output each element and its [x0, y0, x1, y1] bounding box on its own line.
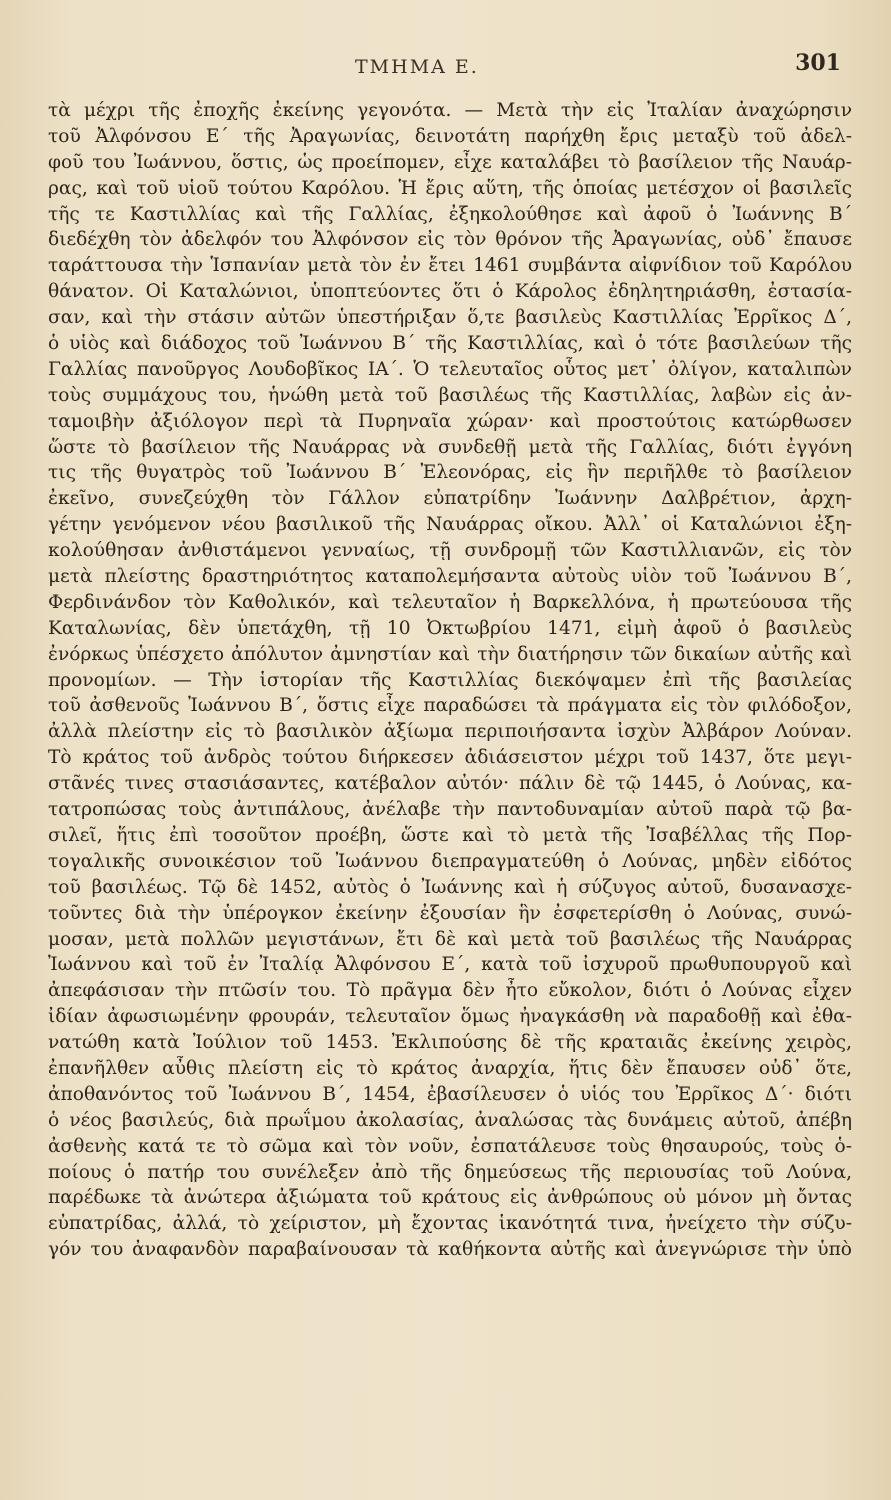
text-line: τοῦ βασιλέως. Τῷ δὲ 1452, αὐτὸς ὁ Ἰωάννης καὶ ἡ σύζυγος αὐτοῦ, δυσανασχε-: [48, 876, 852, 898]
text-line: ποίους ὁ πατήρ του συνέλεξεν ἀπὸ τῆς δημεύσεως τῆς περιουσίας τοῦ Λούνα,: [48, 1161, 852, 1183]
text-line: εὐπατρίδας, ἀλλά, τὸ χείριστον, μὴ ἔχοντας ἱκανότητά τινα, ἠνείχετο τὴν σύζυ-: [48, 1213, 852, 1235]
text-line: ταράττουσα τὴν Ἱσπανίαν μετὰ τὸν ἐν ἔτει 1461 συμβάντα αἰφνίδιον τοῦ Καρόλου: [48, 255, 852, 277]
text-line: ὁ νέος βασιλεύς, διὰ πρωΐμου ἀκολασίας, ἀναλώσας τὰς δυνάμεις αὐτοῦ, ἀπέβη: [48, 1109, 852, 1131]
text-line: Καταλωνίας, δὲν ὑπετάχθη, τῇ 10 Ὀκτωβρίου 1471, εἰμὴ ἀφοῦ ὁ βασιλεὺς: [48, 617, 852, 639]
text-line: τατροπώσας τοὺς ἀντιπάλους, ἀνέλαβε τὴν παντοδυναμίαν αὐτοῦ παρὰ τῷ βα-: [48, 799, 852, 821]
text-line: θάνατον. Οἱ Καταλώνιοι, ὑποπτεύοντες ὅτι ὁ Κάρολος ἐδηλητηριάσθη, ἐστασία-: [48, 281, 852, 303]
text-line: ρας, καὶ τοῦ υἱοῦ τούτου Καρόλου. Ἡ ἔρις αὕτη, τῆς ὁποίας μετέσχον οἱ βασιλεῖς: [48, 177, 852, 199]
text-line: τοὺς συμμάχους του, ἡνώθη μετὰ τοῦ βασιλέως τῆς Καστιλλίας, λαβὼν εἰς ἀν-: [48, 384, 852, 406]
text-line: τοῦ Ἀλφόνσου Ε΄ τῆς Ἀραγωνίας, δεινοτάτη παρήχθη ἔρις μεταξὺ τοῦ ἀδελ-: [48, 125, 852, 147]
running-head: ΤΜΗΜΑ Ε.: [355, 56, 479, 78]
text-line: σαν, καὶ τὴν στάσιν αὐτῶν ὑπεστήριξαν ὅ,τε βασιλεὺς Καστιλλίας Ἐρρῖκος Δ΄,: [48, 307, 852, 329]
text-line: μετὰ πλείστης δραστηριότητος καταπολεμήσαντα αὐτοὺς υἱὸν τοῦ Ἰωάννου Β΄,: [48, 566, 852, 588]
text-line: ἀσθενὴς κατά τε τὸ σῶμα καὶ τὸν νοῦν, ἐσπατάλευσε τοὺς θησαυρούς, τοὺς ὁ-: [48, 1135, 852, 1157]
text-line: γόν του ἀναφανδὸν παραβαίνουσαν τὰ καθήκοντα αὐτῆς καὶ ἀνεγνώρισε τὴν ὑπὸ: [48, 1239, 852, 1261]
text-line: Τὸ κράτος τοῦ ἀνδρὸς τούτου διήρκεσεν ἀδιάσειστον μέχρι τοῦ 1437, ὅτε μεγι-: [48, 747, 852, 769]
text-line: τῆς τε Καστιλλίας καὶ τῆς Γαλλίας, ἐξηκολούθησε καὶ ἀφοῦ ὁ Ἰωάννης Β΄: [48, 203, 852, 225]
text-line: Γαλλίας πανοῦργος Λουδοβῖκος ΙΑ΄. Ὁ τελευταῖος οὗτος μετ᾽ ὀλίγον, καταλιπὼν: [48, 358, 852, 380]
text-line: ταμοιβὴν ἀξιόλογον περὶ τὰ Πυρηναῖα χώραν· καὶ προστούτοις κατώρθωσεν: [48, 410, 852, 432]
text-line: ὥστε τὸ βασίλειον τῆς Ναυάρρας νὰ συνδεθῇ μετὰ τῆς Γαλλίας, διότι ἐγγόνη: [48, 436, 852, 458]
text-line: ἐπανῆλθεν αὖθις πλείστη εἰς τὸ κράτος ἀναρχία, ἥτις δὲν ἔπαυσεν οὐδ᾽ ὅτε,: [48, 1057, 852, 1079]
text-line: νατώθη κατὰ Ἰούλιον τοῦ 1453. Ἐκλιπούσης δὲ τῆς κραταιᾶς ἐκείνης χειρὸς,: [48, 1032, 852, 1054]
text-line: ἀλλὰ πλείστην εἰς τὸ βασιλικὸν ἀξίωμα περιποιήσαντα ἰσχὺν Ἀλβάρον Λούναν.: [48, 721, 852, 743]
text-line: ὁ υἱὸς καὶ διάδοχος τοῦ Ἰωάννου Β΄ τῆς Καστιλλίας, καὶ ὁ τότε βασιλεύων τῆς: [48, 333, 852, 355]
page-header: [0, 50, 891, 90]
text-line: τὰ μέχρι τῆς ἐποχῆς ἐκείνης γεγονότα. — Μετὰ τὴν εἰς Ἰταλίαν ἀναχώρησιν: [48, 100, 852, 121]
text-line: γέτην γενόμενον νέου βασιλικοῦ τῆς Ναυάρρας οἴκου. Ἀλλ᾽ οἱ Καταλώνιοι ἐξη-: [48, 514, 852, 536]
text-line: τογαλικῆς συνοικέσιον τοῦ Ἰωάννου διεπραγματεύθη ὁ Λούνας, μηδὲν εἰδότος: [48, 850, 852, 872]
text-line: παρέδωκε τὰ ἀνώτερα ἀξιώματα τοῦ κράτους εἰς ἀνθρώπους οὐ μόνον μὴ ὄντας: [48, 1187, 852, 1209]
text-line: σιλεῖ, ἥτις ἐπὶ τοσοῦτον προέβη, ὥστε καὶ τὸ μετὰ τῆς Ἰσαβέλλας τῆς Πορ-: [48, 824, 852, 846]
text-line: τοῦντες διὰ τὴν ὑπέρογκον ἐκείνην ἐξουσίαν ἣν ἐσφετερίσθη ὁ Λούνας, συνώ-: [48, 902, 852, 924]
text-line: τις τῆς θυγατρὸς τοῦ Ἰωάννου Β΄ Ἐλεονόρας, εἰς ἣν περιῆλθε τὸ βασίλειον: [48, 462, 852, 484]
text-line: διεδέχθη τὸν ἀδελφόν του Ἀλφόνσον εἰς τὸν θρόνον τῆς Ἀραγωνίας, οὐδ᾽ ἔπαυσε: [48, 229, 852, 251]
text-line: στᾶνές τινες στασιάσαντες, κατέβαλον αὐτόν· πάλιν δὲ τῷ 1445, ὁ Λούνας, κα-: [48, 773, 852, 795]
text-line: ἀπεφάσισαν τὴν πτῶσίν του. Τὸ πρᾶγμα δὲν ἦτο εὔκολον, διότι ὁ Λούνας εἶχεν: [48, 980, 852, 1002]
text-line: ἐνόρκως ὑπέσχετο ἀπόλυτον ἀμνηστίαν καὶ τὴν διατήρησιν τῶν δικαίων αὐτῆς καὶ: [48, 643, 852, 665]
text-line: ἰδίαν ἀφωσιωμένην φρουράν, τελευταῖον ὅμως ἠναγκάσθη νὰ παραδοθῇ καὶ ἐθα-: [48, 1006, 852, 1028]
text-line: ἀποθανόντος τοῦ Ἰωάννου Β΄, 1454, ἐβασίλευσεν ὁ υἱός του Ἐρρῖκος Δ΄· διότι: [48, 1083, 852, 1105]
text-line: κολούθησαν ἀνθιστάμενοι γενναίως, τῇ συνδρομῇ τῶν Καστιλλιανῶν, εἰς τὸν: [48, 540, 852, 562]
page-number: 301: [795, 50, 841, 76]
text-line: μοσαν, μετὰ πολλῶν μεγιστάνων, ἔτι δὲ καὶ μετὰ τοῦ βασιλέως τῆς Ναυάρρας: [48, 928, 852, 950]
text-line: Ἰωάννου καὶ τοῦ ἐν Ἰταλίᾳ Ἀλφόνσου Ε΄, κατὰ τοῦ ἰσχυροῦ πρωθυπουργοῦ καὶ: [48, 954, 852, 976]
body-text: [48, 98, 852, 1263]
text-line: τοῦ ἀσθενοῦς Ἰωάννου Β΄, ὅστις εἶχε παραδώσει τὰ πράγματα εἰς τὸν φιλόδοξον,: [48, 695, 852, 717]
text-line: ἐκεῖνο, συνεζεύχθη τὸν Γάλλον εὐπατρίδην Ἰωάννην Δαλβρέτιον, ἀρχη-: [48, 488, 852, 510]
text-line: Φερδινάνδον τὸν Καθολικόν, καὶ τελευταῖον ἡ Βαρκελλόνα, ἡ πρωτεύουσα τῆς: [48, 591, 852, 613]
text-line: φοῦ του Ἰωάννου, ὅστις, ὡς προείπομεν, εἶχε καταλάβει τὸ βασίλειον τῆς Ναυάρ-: [48, 151, 852, 173]
text-line: προνομίων. — Τὴν ἱστορίαν τῆς Καστιλλίας διεκόψαμεν ἐπὶ τῆς βασιλείας: [48, 669, 852, 691]
